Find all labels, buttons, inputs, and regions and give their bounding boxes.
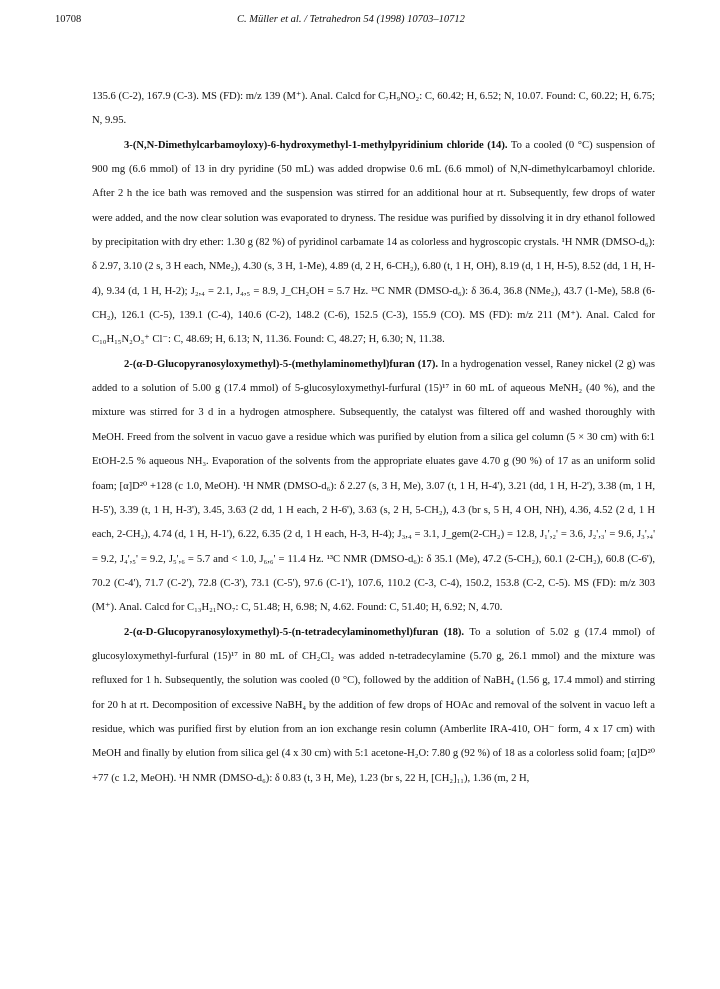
compound-heading: 3-(N,N-Dimethylcarbamoyloxy)-6-hydroxymethyl-1-methylpyridinium chloride (14). [124, 139, 508, 151]
compound-heading: 2-(α-D-Glucopyranosyloxymethyl)-5-(methylaminomethyl)furan (17). [124, 358, 438, 370]
article-body [92, 85, 655, 791]
paragraph-continuation [92, 85, 655, 134]
page-number: 10708 [55, 14, 82, 25]
paragraph-text: In a hydrogenation vessel, Raney nickel (2 g) was added to a solution of 5.00 g (17.4 mmol) of 5-glucosyloxymethyl-furfural (15)¹⁷ in 60 mL of aqueous MeNH₂ (40 %), and the mixture was stirred for 3 d in a hydrogen atmosphere. Subsequently, the catalyst was filtered off and washed thoroughly with MeOH. Freed from the solvent in vacuo gave a residue which was purified by elution from a silica gel column (5 × 30 cm) with 6:1 EtOH-2.5 % aqueous NH₃. Evaporation of the solvents from the appropriate eluates gave 4.70 g (90 %) of 17 as an uniform solid foam; [α]D²⁰ +128 (c 1.0, MeOH). ¹H NMR (DMSO-d₆): δ 2.27 (s, 3 H, Me), 3.07 (t, 1 H, H-4'), 3.21 (dd, 1 H, H-2'), 3.38 (m, 1 H, H-5'), 3.39 (t, 1 H, H-3'), 3.45, 3.63 (2 dd, 1 H each, 2 H-6'), 3.63 (s, 2 H, 5-CH₂), 4.3 (br s, 5 H, 4 OH, NH), 4.36, 4.52 (2 d, 1 H each, 2-CH₂), 4.74 (d, 1 H, H-1'), 6.22, 6.35 (2 d, 1 H each, H-3, H-4); J₃,₄ = 3.1, J_gem(2-CH₂) = 12.8, J₁',₂' = 3.6, J₂',₃' = 9.6, J₃',₄' = 9.2, J₄',₅' = 9.2, J₅',₆ = 5.7 and < 1.0, J₆,₆' = 11.4 Hz. ¹³C NMR (DMSO-d₆): δ 35.1 (Me), 47.2 (5-CH₂), 60.1 (2-CH₂), 60.8 (C-6'), 70.2 (C-4'), 71.7 (C-2'), 72.8 (C-3'), 73.1 (C-5'), 97.6 (C-1'), 107.6, 110.2 (C-3, C-4), 150.2, 153.8 (C-2, C-5). MS (FD): m/z 303 (M⁺). Anal. Calcd for C₁₃H₂₁NO₇: C, 51.48; H, 6.98; N, 4.62. Found: C, 51.40; H, 6.92; N, 4.70. [92, 358, 655, 614]
paragraph-text: 135.6 (C-2), 167.9 (C-3). MS (FD): m/z 139 (M⁺). Anal. Calcd for C₇H₉NO₂: C, 60.42; H, 6.52; N, 10.07. Found: C, 60.22; H, 6.75; N, 9.95. [92, 91, 655, 127]
paragraph-compound-17 [92, 353, 655, 621]
journal-reference: C. Müller et al. / Tetrahedron 54 (1998) 10703–10712 [237, 14, 465, 25]
paragraph-compound-14 [92, 134, 655, 353]
paragraph-text: To a solution of 5.02 g (17.4 mmol) of glucosyloxymethyl-furfural (15)¹⁷ in 80 mL of CH₂Cl₂ was added n-tetradecylamine (5.70 g, 26.1 mmol) and the mixture was refluxed for 1 h. Subsequently, the solution was cooled (0 °C), followed by the addition of NaBH₄ (1.56 g, 17.4 mmol) and stirring for 20 h at rt. Decomposition of excessive NaBH₄ by the addition of few drops of HOAc and removal of the solvent in vacuo left a residue, which was purified first by elution from an ion exchange resin column (Amberlite IRA-410, OH⁻ form, 4 x 17 cm) with MeOH and finally by elution from silica gel (4 x 30 cm) with 5:1 acetone-H₂O: 7.80 g (92 %) of 18 as a colorless solid foam; [α]D²⁰ +77 (c 1.2, MeOH). ¹H NMR (DMSO-d₆): δ 0.83 (t, 3 H, Me), 1.23 (br s, 22 H, [CH₂]₁₁), 1.36 (m, 2 H, [92, 626, 655, 784]
paragraph-text: To a cooled (0 °C) suspension of 900 mg (6.6 mmol) of 13 in dry pyridine (50 mL) was added dropwise 0.6 mL (6.6 mmol) of N,N-dimethylcarbamoyl chloride. After 2 h the ice bath was removed and the suspension was stirred for an additional hour at rt. Subsequently, few drops of water were added, and the now clear solution was evaporated to dryness. The residue was purified by dissolving it in dry ethanol followed by precipitation with dry ether: 1.30 g (82 %) of pyridinol carbamate 14 as colorless and hygroscopic crystals. ¹H NMR (DMSO-d₆): δ 2.97, 3.10 (2 s, 3 H each, NMe₂), 4.30 (s, 3 H, 1-Me), 4.89 (d, 2 H, 6-CH₂), 6.80 (t, 1 H, OH), 8.19 (d, 1 H, H-5), 8.52 (dd, 1 H, H-4), 9.34 (d, 1 H, H-2); J₂,₄ = 2.1, J₄,₅ = 8.9, J_CH₂OH = 5.7 Hz. ¹³C NMR (DMSO-d₆): δ 36.4, 36.8 (NMe₂), 43.7 (1-Me), 58.8 (6-CH₂), 126.1 (C-5), 139.1 (C-4), 140.6 (C-2), 148.2 (C-6), 152.5 (C-3), 155.9 (CO). MS (FD): m/z 211 (M⁺). Anal. Calcd for C₁₀H₁₅N₂O₃⁺ Cl⁻: C, 48.69; H, 6.13; N, 11.36. Found: C, 48.27; H, 6.30; N, 11.38. [92, 139, 655, 346]
compound-heading: 2-(α-D-Glucopyranosyloxymethyl)-5-(n-tetradecylaminomethyl)furan (18). [124, 626, 465, 638]
running-head [55, 14, 662, 30]
paragraph-compound-18 [92, 621, 655, 791]
